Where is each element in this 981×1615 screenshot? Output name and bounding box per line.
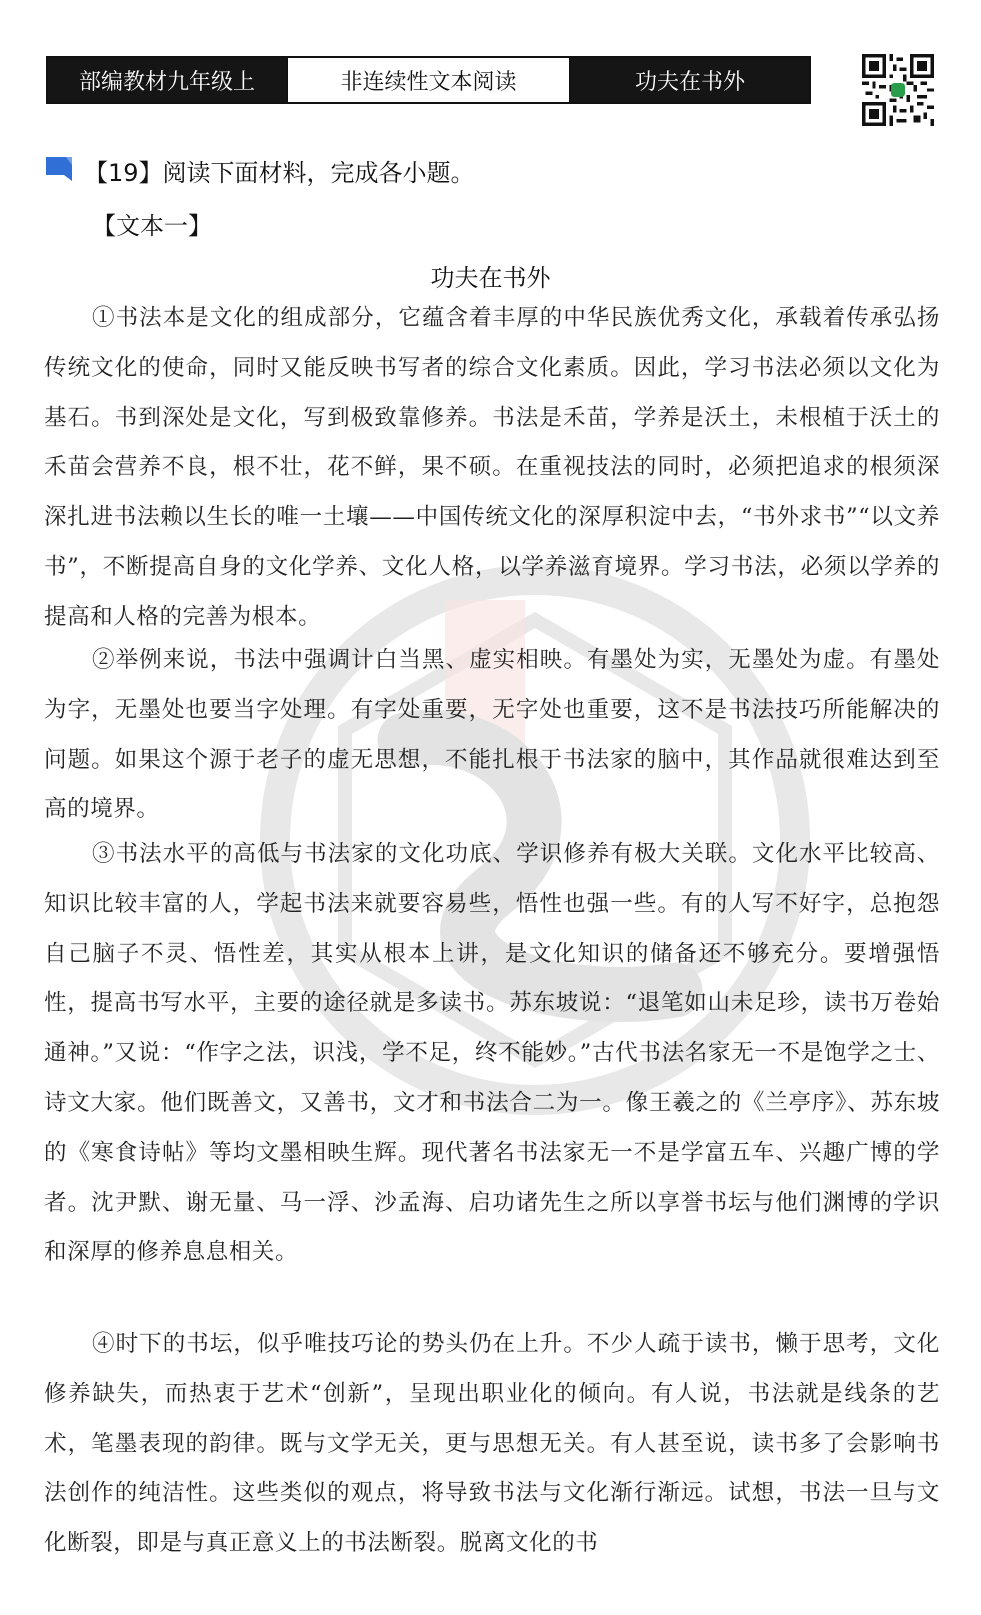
question-text: 【19】阅读下面材料，完成各小题。 (84, 158, 475, 187)
bookmark-icon (44, 155, 74, 185)
paragraph-3: ③书法水平的高低与书法家的文化功底、学识修养有极大关联。文化水平比较高、知识比较丰富的人，学起书法来就要容易些，悟性也强一些。有的人写不好字，总抱怨自己脑子不灵、悟性差，其实从根本上讲，是文化知识的储备还不够充分。要增强悟性，提高书写水平，主要的途径就是多读书。苏东坡说：“退笔如山未足珍，读书万卷始通神。”又说：“作字之法，识浅，学不足，终不能妙。”古代书法名家无一不是饱学之士、诗文大家。他们既善文，又善书，文才和书法合二为一。像王羲之的《兰亭序》、苏东坡的《寒食诗帖》等均文墨相映生辉。现代著名书法家无一不是学富五车、兴趣广博的学者。沈尹默、谢无量、马一浮、沙孟海、启功诸先生之所以享誉书坛与他们渊博的学识和深厚的修养息息相关。 (44, 841, 940, 1266)
question-heading (44, 150, 475, 190)
topic-label: 功夫在书外 (571, 58, 809, 102)
paragraph-2: ②举例来说，书法中强调计白当黑、虚实相映。有墨处为实，无墨处为虚。有墨处为字，无墨处也要当字处理。有字处重要，无字处也重要，这不是书法技巧所能解决的问题。如果这个源于老子的虚无思想，不能扎根于书法家的脑中，其作品就很难达到至高的境界。 (44, 647, 940, 823)
section-label: 【文本一】 (92, 212, 212, 240)
qr-code-icon (862, 54, 934, 126)
header-bar (46, 56, 811, 104)
paragraph-1: ①书法本是文化的组成部分，它蕴含着丰厚的中华民族优秀文化，承载着传承弘扬传统文化的使命，同时又能反映书写者的综合文化素质。因此，学习书法必须以文化为基石。书到深处是文化，写到极致靠修养。书法是禾苗，学养是沃土，未根植于沃土的禾苗会营养不良，根不壮，花不鲜，果不硕。在重视技法的同时，必须把追求的根须深深扎进书法赖以生长的唯一土壤——中国传统文化的深厚积淀中去，“书外求书”“以文养书”，不断提高自身的文化学养、文化人格，以学养滋育境界。学习书法，必须以学养的提高和人格的完善为根本。 (44, 305, 940, 630)
category-label: 非连续性文本阅读 (286, 58, 571, 102)
grade-label: 部编教材九年级上 (48, 58, 286, 102)
paragraph-4: ④时下的书坛，似乎唯技巧论的势头仍在上升。不少人疏于读书，懒于思考，文化修养缺失，而热衷于艺术“创新”，呈现出职业化的倾向。有人说，书法就是线条的艺术，笔墨表现的韵律。既与文学无关，更与思想无关。有人甚至说，读书多了会影响书法创作的纯洁性。这些类似的观点，将导致书法与文化渐行渐远。试想，书法一旦与文化断裂，即是与真正意义上的书法断裂。脱离文化的书 (44, 1331, 940, 1557)
article-title: 功夫在书外 (430, 264, 551, 292)
